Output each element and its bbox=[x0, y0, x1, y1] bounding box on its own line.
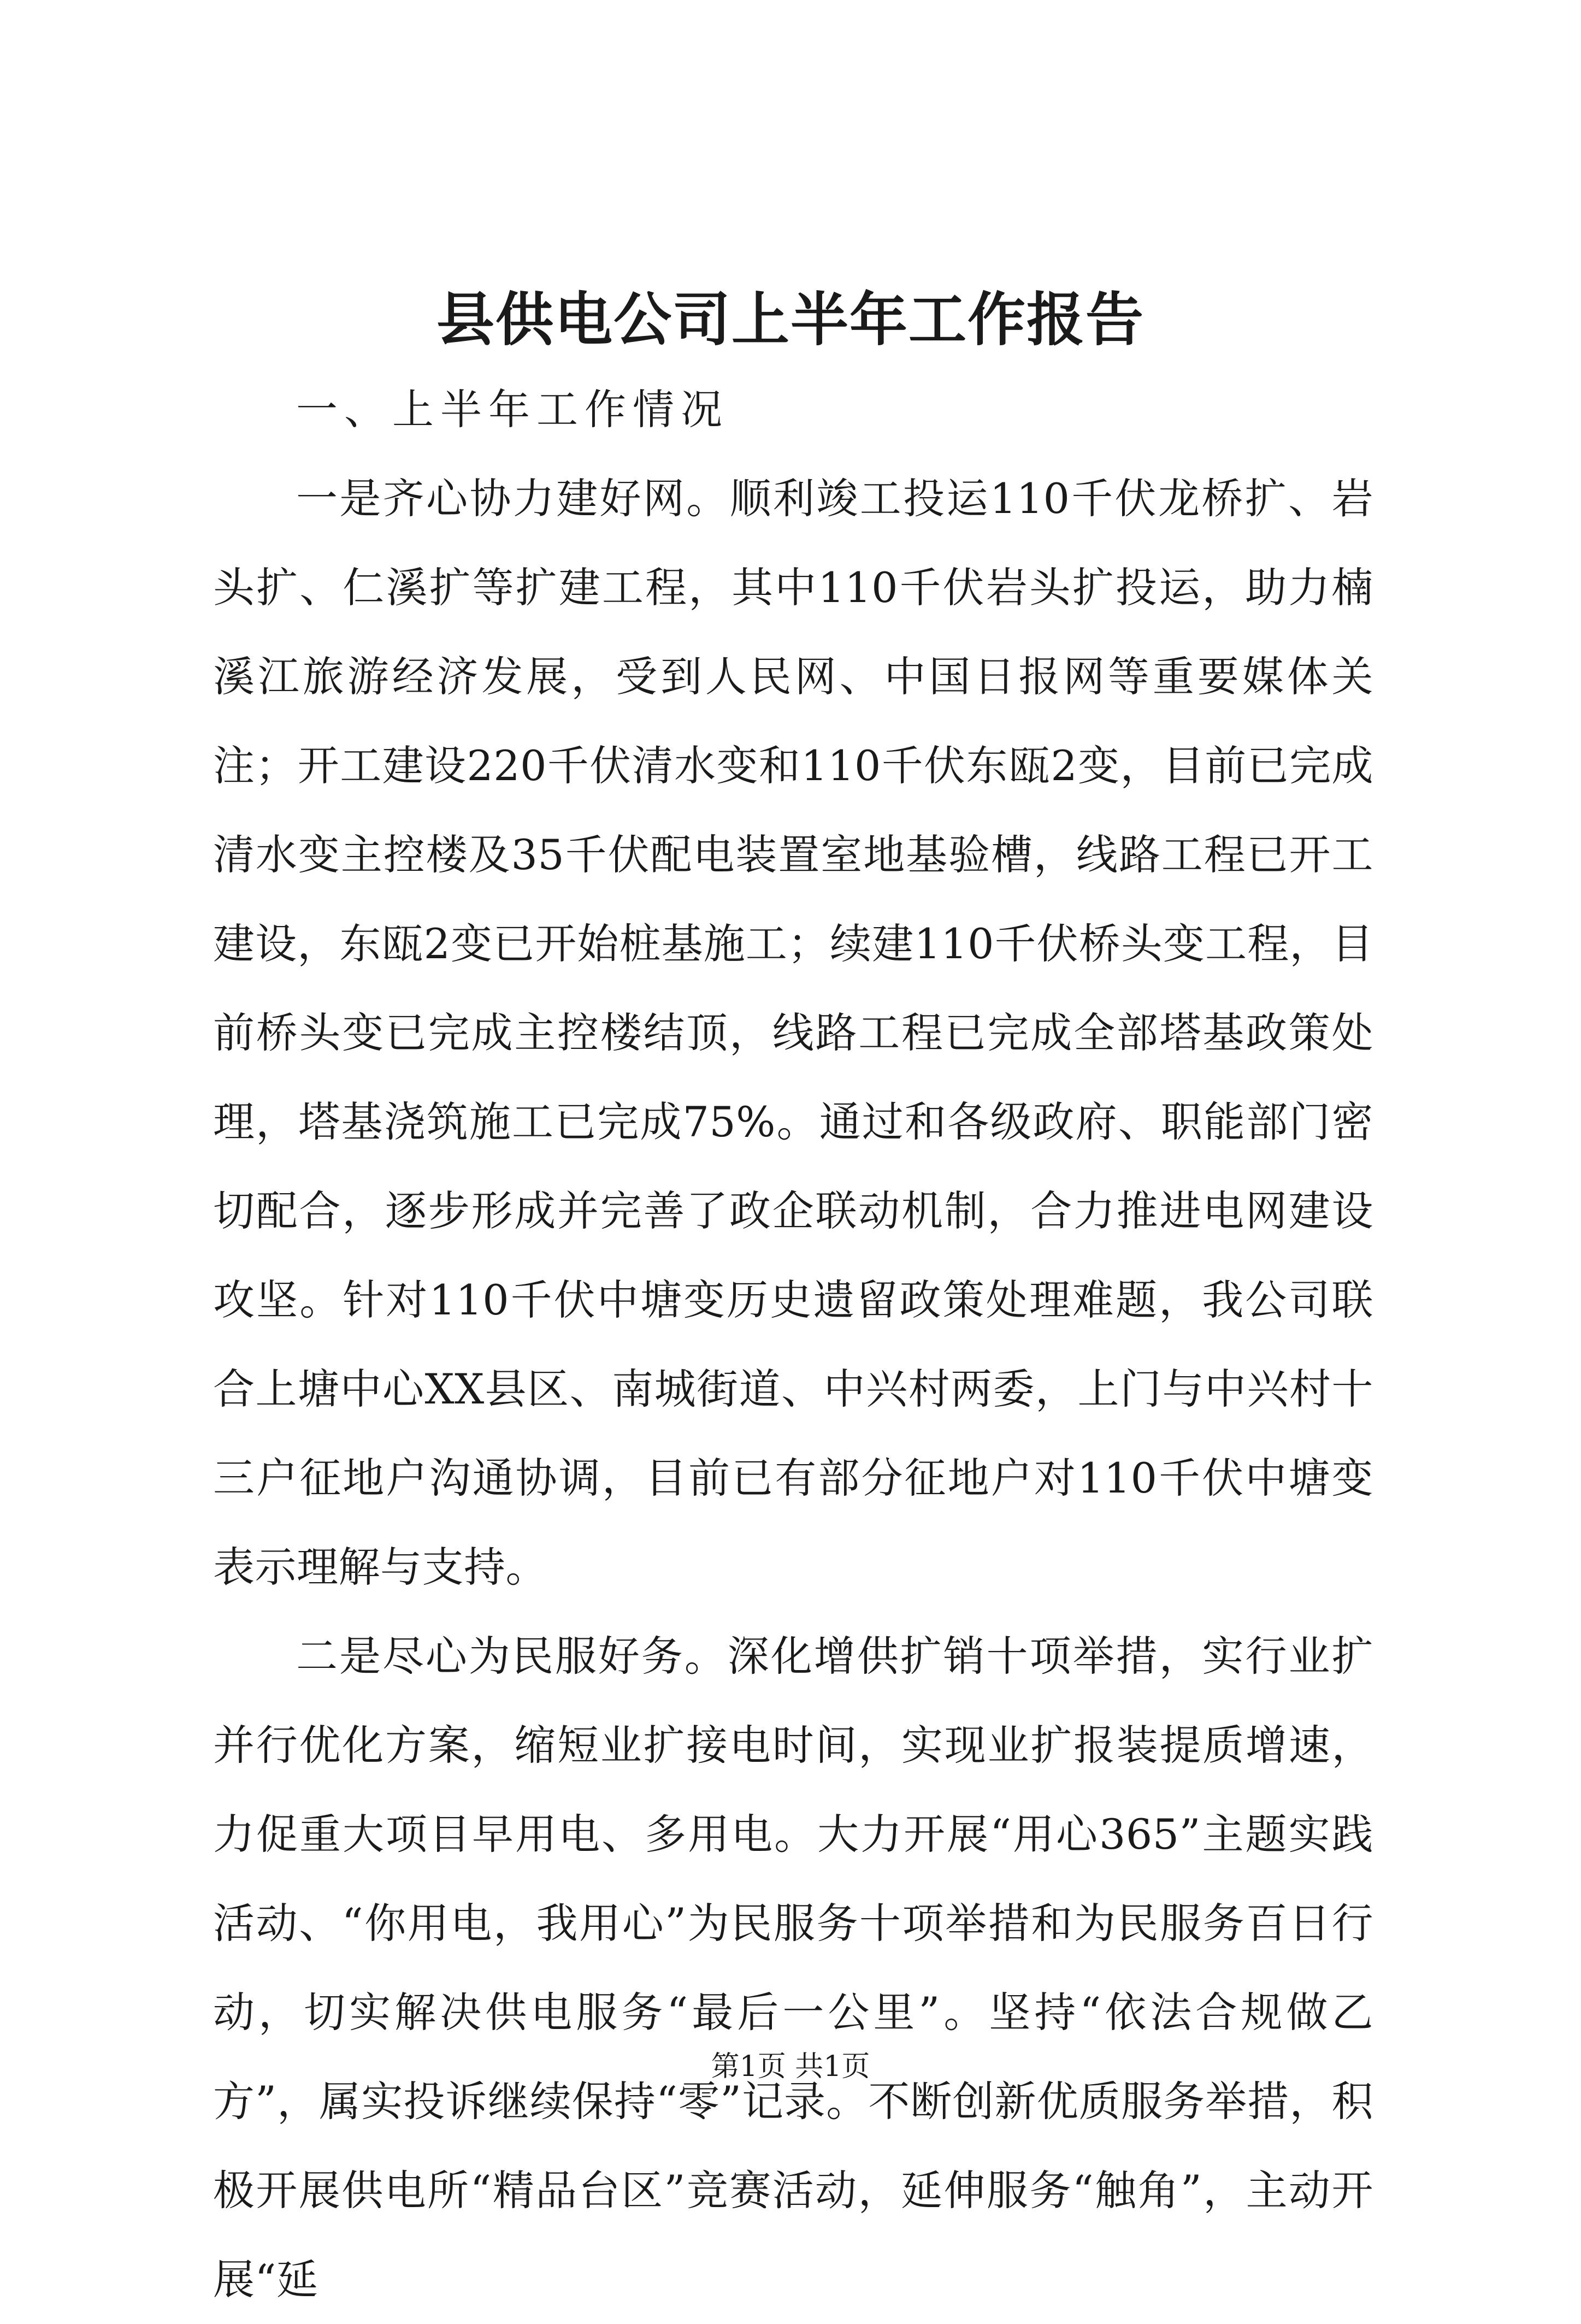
paragraph-grid-construction: 一是齐心协力建好网。顺利竣工投运110千伏龙桥扩、岩头扩、仁溪扩等扩建工程，其中110千伏岩头扩投运，助力楠溪江旅游经济发展，受到人民网、中国日报网等重要媒体关注；开工建设220千伏清水变和110千伏东瓯2变，目前已完成清水变主控楼及35千伏配电装置室地基验槽，线路工程已开工建设，东瓯2变已开始桩基施工；续建110千伏桥头变工程，目前桥头变已完成主控楼结顶，线路工程已完成全部塔基政策处理，塔基浇筑施工已完成75%。通过和各级政府、职能部门密切配合，逐步形成并完善了政企联动机制，合力推进电网建设攻坚。针对110千伏中塘变历史遗留政策处理难题，我公司联合上塘中心XX县区、南城街道、中兴村两委，上门与中兴村十三户征地户沟通协调，目前已有部分征地户对110千伏中塘变表示理解与支持。 bbox=[213, 474, 1373, 1591]
page-number-footer: 第1页 共1页 bbox=[711, 2050, 870, 2083]
paragraph-customer-service: 二是尽心为民服好务。深化增供扩销十项举措，实行业扩并行优化方案，缩短业扩接电时间，实现业扩报装提质增速，力促重大项目早用电、多用电。大力开展“用心365”主题实践活动、“你用电，我用心”为民服务十项举措和为民服务百日行动，切实解决供电服务“最后一公里”。坚持“依法合规做乙方”，属实投诉继续保持“零”记录。不断创新优质服务举措，积极开展供电所“精品台区”竞赛活动，延伸服务“触角”，主动开展“延 bbox=[213, 1632, 1373, 2304]
document-title: 县供电公司上半年工作报告 bbox=[436, 285, 1145, 353]
document-body bbox=[213, 365, 1373, 2324]
section-heading: 一、上半年工作情况 bbox=[296, 385, 729, 434]
